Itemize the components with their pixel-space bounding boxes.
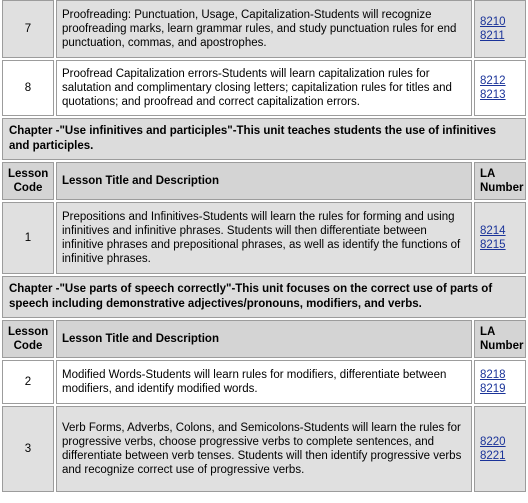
chapter-row bbox=[2, 118, 526, 160]
lesson-code: 2 bbox=[2, 360, 54, 404]
chapter-title: Chapter -"Use infinitives and participles"-This unit teaches students the use of infinitives and participles. bbox=[2, 118, 526, 160]
la-link[interactable]: 8220 bbox=[480, 436, 506, 448]
table-header-row bbox=[2, 320, 526, 358]
header-lesson-code: Lesson Code bbox=[2, 162, 54, 200]
table-row bbox=[2, 0, 526, 58]
header-lesson-code: Lesson Code bbox=[2, 320, 54, 358]
lesson-description: Prepositions and Infinitives-Students will learn the rules for forming and using infinitives and infinitive phrases. Students will then differentiate between infinitive phrases and prepositional phrases, as well as identify the functions of infinitive phrases. bbox=[56, 202, 472, 274]
table-row bbox=[2, 406, 526, 492]
lesson-description: Proofreading: Punctuation, Usage, Capitalization-Students will recognize proofreading marks, learn grammar rules, and study punctuation rules for end punctuation, commas, and apostrophes. bbox=[56, 0, 472, 58]
la-number-cell bbox=[474, 60, 526, 116]
chapter-row bbox=[2, 276, 526, 318]
header-lesson-title: Lesson Title and Description bbox=[56, 320, 472, 358]
la-number-cell bbox=[474, 360, 526, 404]
header-lesson-title: Lesson Title and Description bbox=[56, 162, 472, 200]
header-la-number: LA Number bbox=[474, 320, 526, 358]
lesson-code: 3 bbox=[2, 406, 54, 492]
lesson-description: Modified Words-Students will learn rules for modifiers, differentiate between modifiers, and identify modified words. bbox=[56, 360, 472, 404]
la-link[interactable]: 8210 bbox=[480, 16, 506, 28]
la-link[interactable]: 8221 bbox=[480, 450, 506, 462]
header-la-number: LA Number bbox=[474, 162, 526, 200]
lesson-description: Proofread Capitalization errors-Students will learn capitalization rules for salutation and complimentary closing letters; capitalization rules for titles and quotations; and proofread and correct capitalization errors. bbox=[56, 60, 472, 116]
la-link[interactable]: 8214 bbox=[480, 225, 506, 237]
lesson-code: 1 bbox=[2, 202, 54, 274]
la-number-cell bbox=[474, 0, 526, 58]
la-link[interactable]: 8211 bbox=[480, 30, 505, 42]
table-row bbox=[2, 360, 526, 404]
la-link[interactable]: 8219 bbox=[480, 383, 506, 395]
table-header-row bbox=[2, 162, 526, 200]
la-link[interactable]: 8218 bbox=[480, 369, 506, 381]
la-number-cell bbox=[474, 406, 526, 492]
la-link[interactable]: 8212 bbox=[480, 75, 506, 87]
lesson-code: 7 bbox=[2, 0, 54, 58]
lesson-code: 8 bbox=[2, 60, 54, 116]
la-link[interactable]: 8215 bbox=[480, 239, 506, 251]
lesson-description: Verb Forms, Adverbs, Colons, and Semicolons-Students will learn the rules for progressive verbs, choose progressive verbs to complete sentences, and differentiate between verb tenses. Students will then identify progressive verbs and recognize correct use of progressive verbs. bbox=[56, 406, 472, 492]
la-link[interactable]: 8213 bbox=[480, 89, 506, 101]
chapter-title: Chapter -"Use parts of speech correctly"-This unit focuses on the correct use of parts of speech including demonstrative adjectives/pronouns, modifiers, and verbs. bbox=[2, 276, 526, 318]
la-number-cell bbox=[474, 202, 526, 274]
table-row bbox=[2, 60, 526, 116]
table-row bbox=[2, 202, 526, 274]
